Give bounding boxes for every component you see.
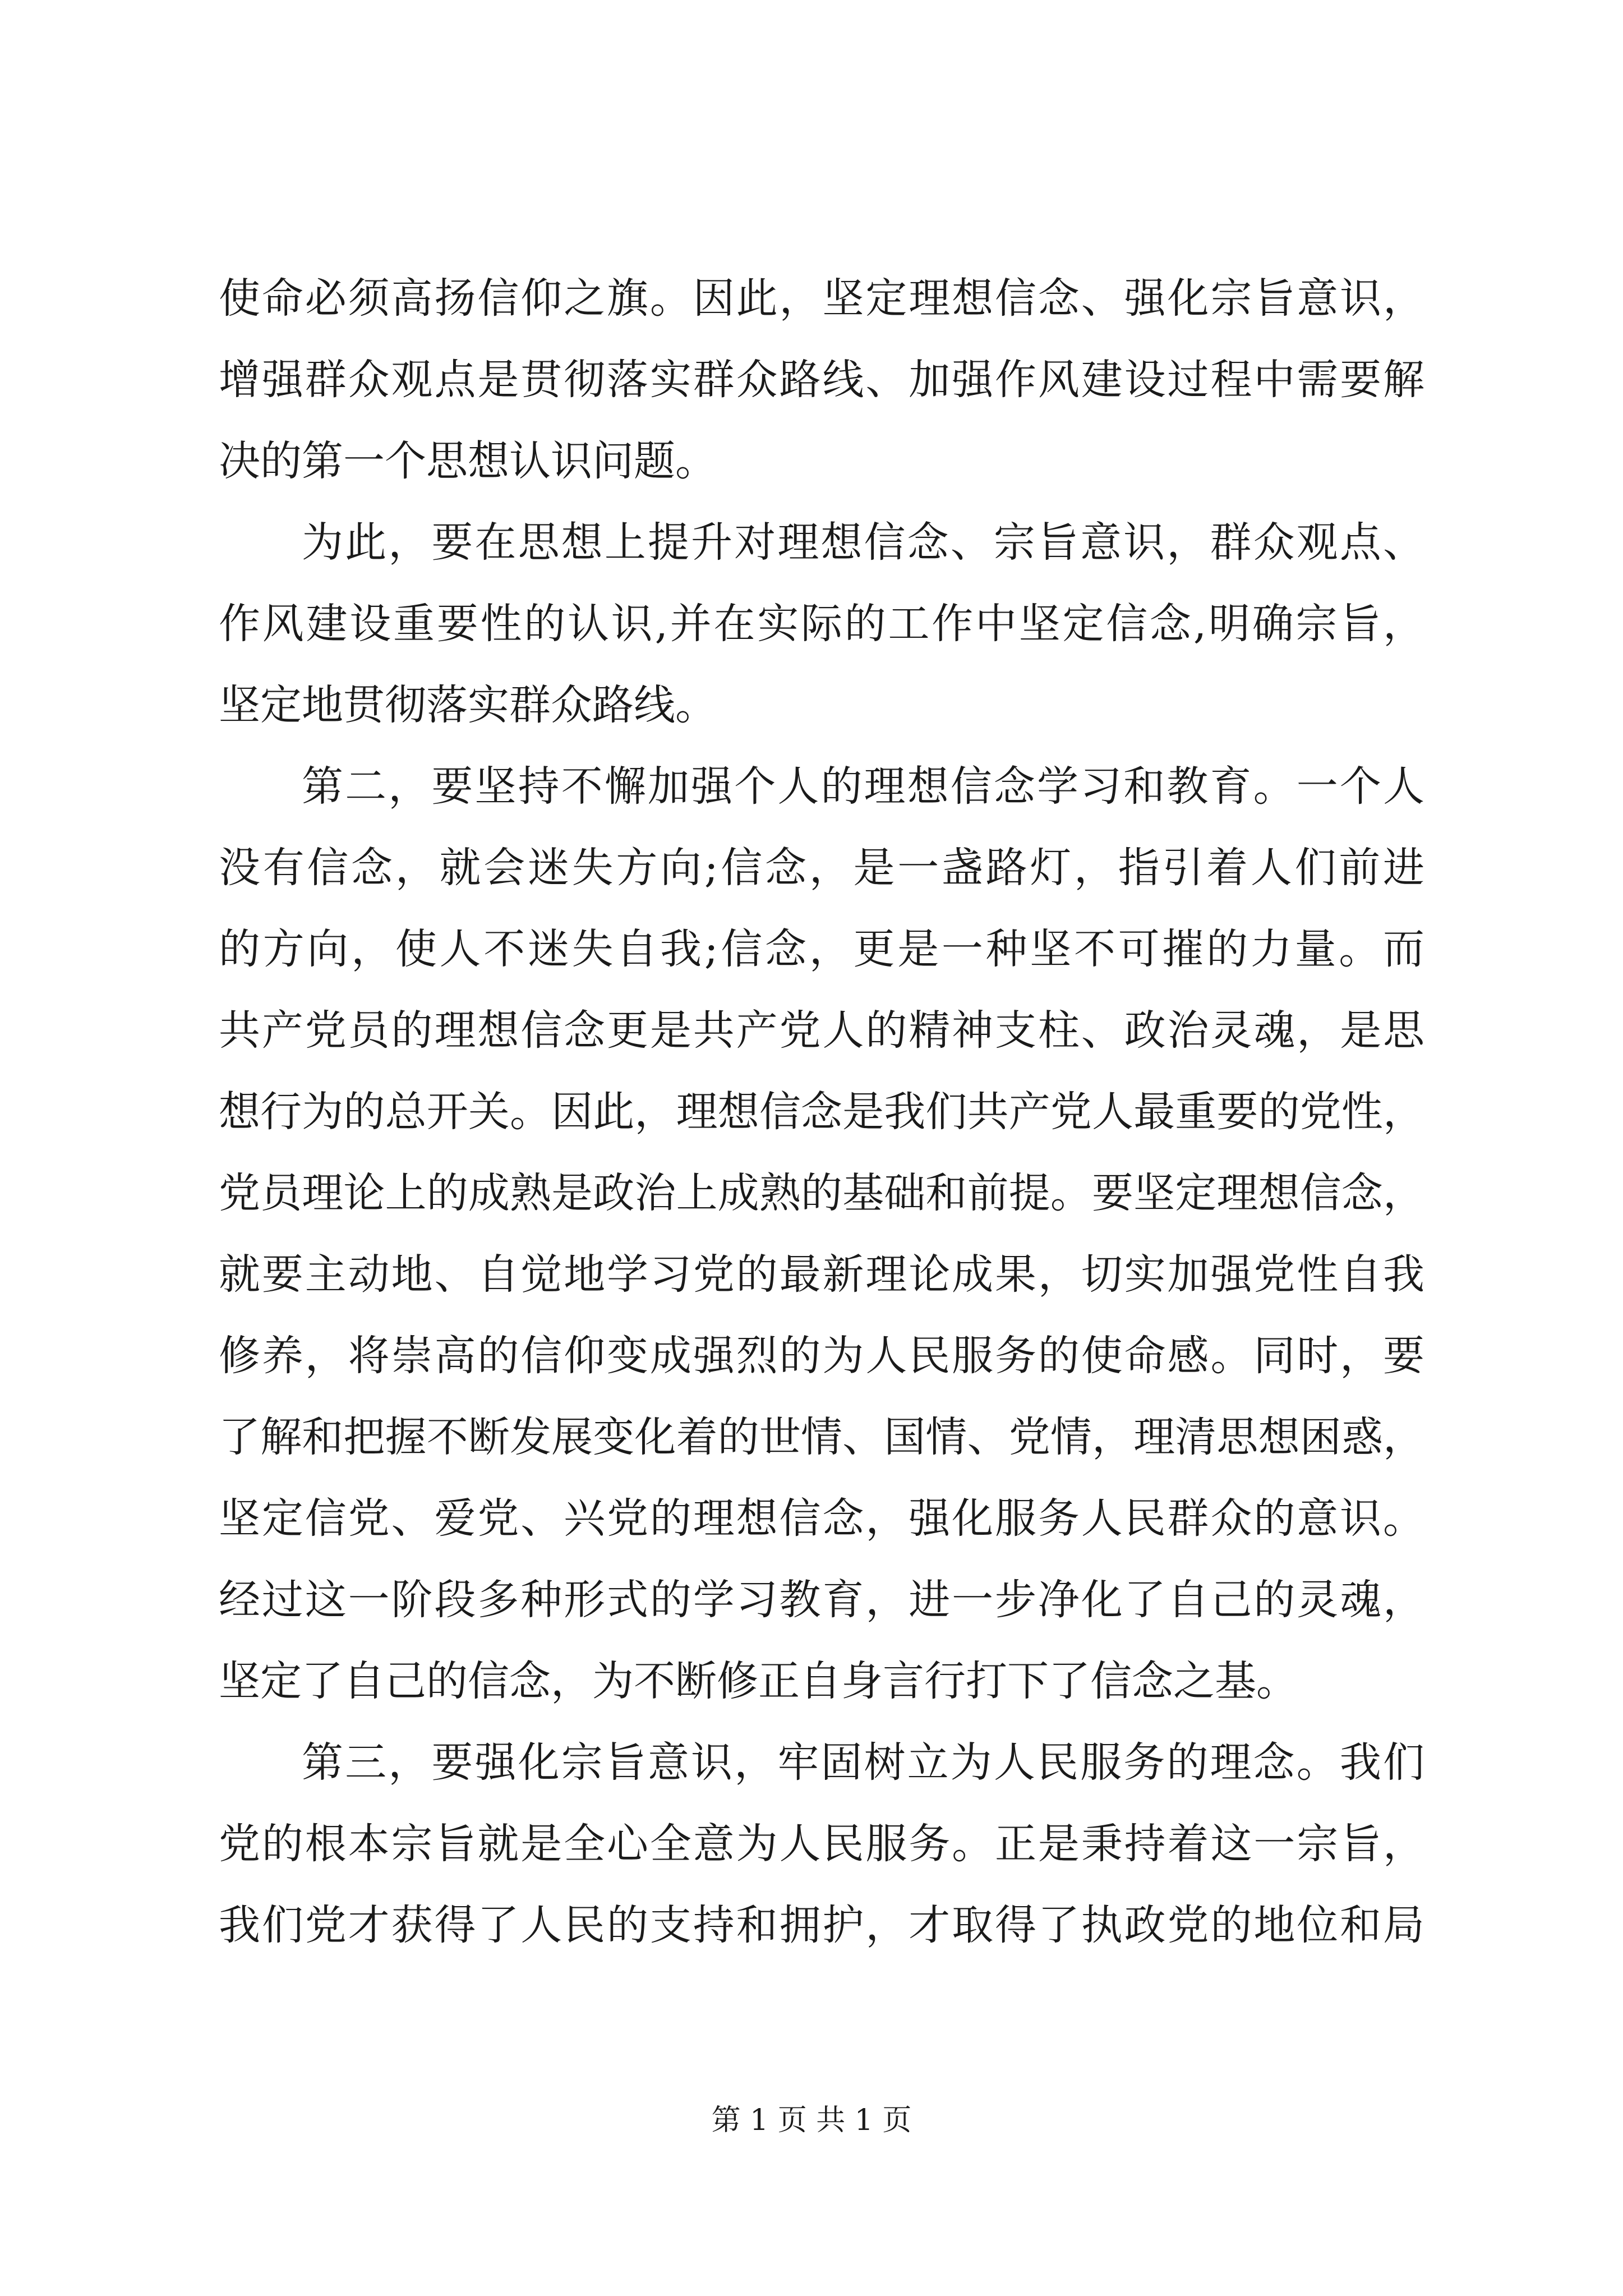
text-line: 坚定地贯彻落实群众路线。 (219, 681, 717, 729)
text-line: 没有信念，就会迷失方向;信念，是一盏路灯，指引着人们前进 (219, 844, 1424, 892)
text-line: 作风建设重要性的认识,并在实际的工作中坚定信念,明确宗旨， (219, 600, 1424, 648)
text-line: 就要主动地、自觉地学习党的最新理论成果，切实加强党性自我 (219, 1250, 1424, 1299)
text-line: 修养，将崇高的信仰变成强烈的为人民服务的使命感。同时，要 (219, 1332, 1424, 1380)
page-number-label: 第 1 页 共 1 页 (711, 2104, 912, 2137)
text-line: 我们党才获得了人民的支持和拥护，才取得了执政党的地位和局 (219, 1901, 1424, 1949)
text-line: 经过这一阶段多种形式的学习教育，进一步净化了自己的灵魂， (219, 1576, 1424, 1624)
text-line: 使命必须高扬信仰之旗。因此，坚定理想信念、强化宗旨意识， (219, 274, 1424, 323)
text-line: 坚定了自己的信念，为不断修正自身言行打下了信念之基。 (219, 1657, 1298, 1705)
page-footer (0, 2101, 1623, 2140)
text-line: 想行为的总开关。因此，理想信念是我们共产党人最重要的党性， (219, 1088, 1424, 1136)
text-line: 的方向，使人不迷失自我;信念，更是一种坚不可摧的力量。而 (219, 925, 1424, 973)
text-line: 坚定信党、爱党、兴党的理想信念，强化服务人民群众的意识。 (219, 1494, 1424, 1543)
text-line: 增强群众观点是贯彻落实群众路线、加强作风建设过程中需要解 (219, 356, 1424, 404)
text-line: 党的根本宗旨就是全心全意为人民服务。正是秉持着这一宗旨， (219, 1820, 1424, 1868)
text-line: 共产党员的理想信念更是共产党人的精神支柱、政治灵魂，是思 (219, 1006, 1424, 1055)
text-line: 决的第一个思想认识问题。 (219, 437, 717, 485)
text-line: 第二，要坚持不懈加强个人的理想信念学习和教育。一个人 (302, 762, 1424, 811)
text-line: 了解和把握不断发展变化着的世情、国情、党情，理清思想困惑， (219, 1413, 1424, 1461)
text-line: 党员理论上的成熟是政治上成熟的基础和前提。要坚定理想信念， (219, 1169, 1424, 1217)
text-line: 第三，要强化宗旨意识，牢固树立为人民服务的理念。我们 (302, 1738, 1424, 1787)
document-body (219, 258, 1424, 1966)
text-line: 为此，要在思想上提升对理想信念、宗旨意识，群众观点、 (302, 518, 1424, 567)
